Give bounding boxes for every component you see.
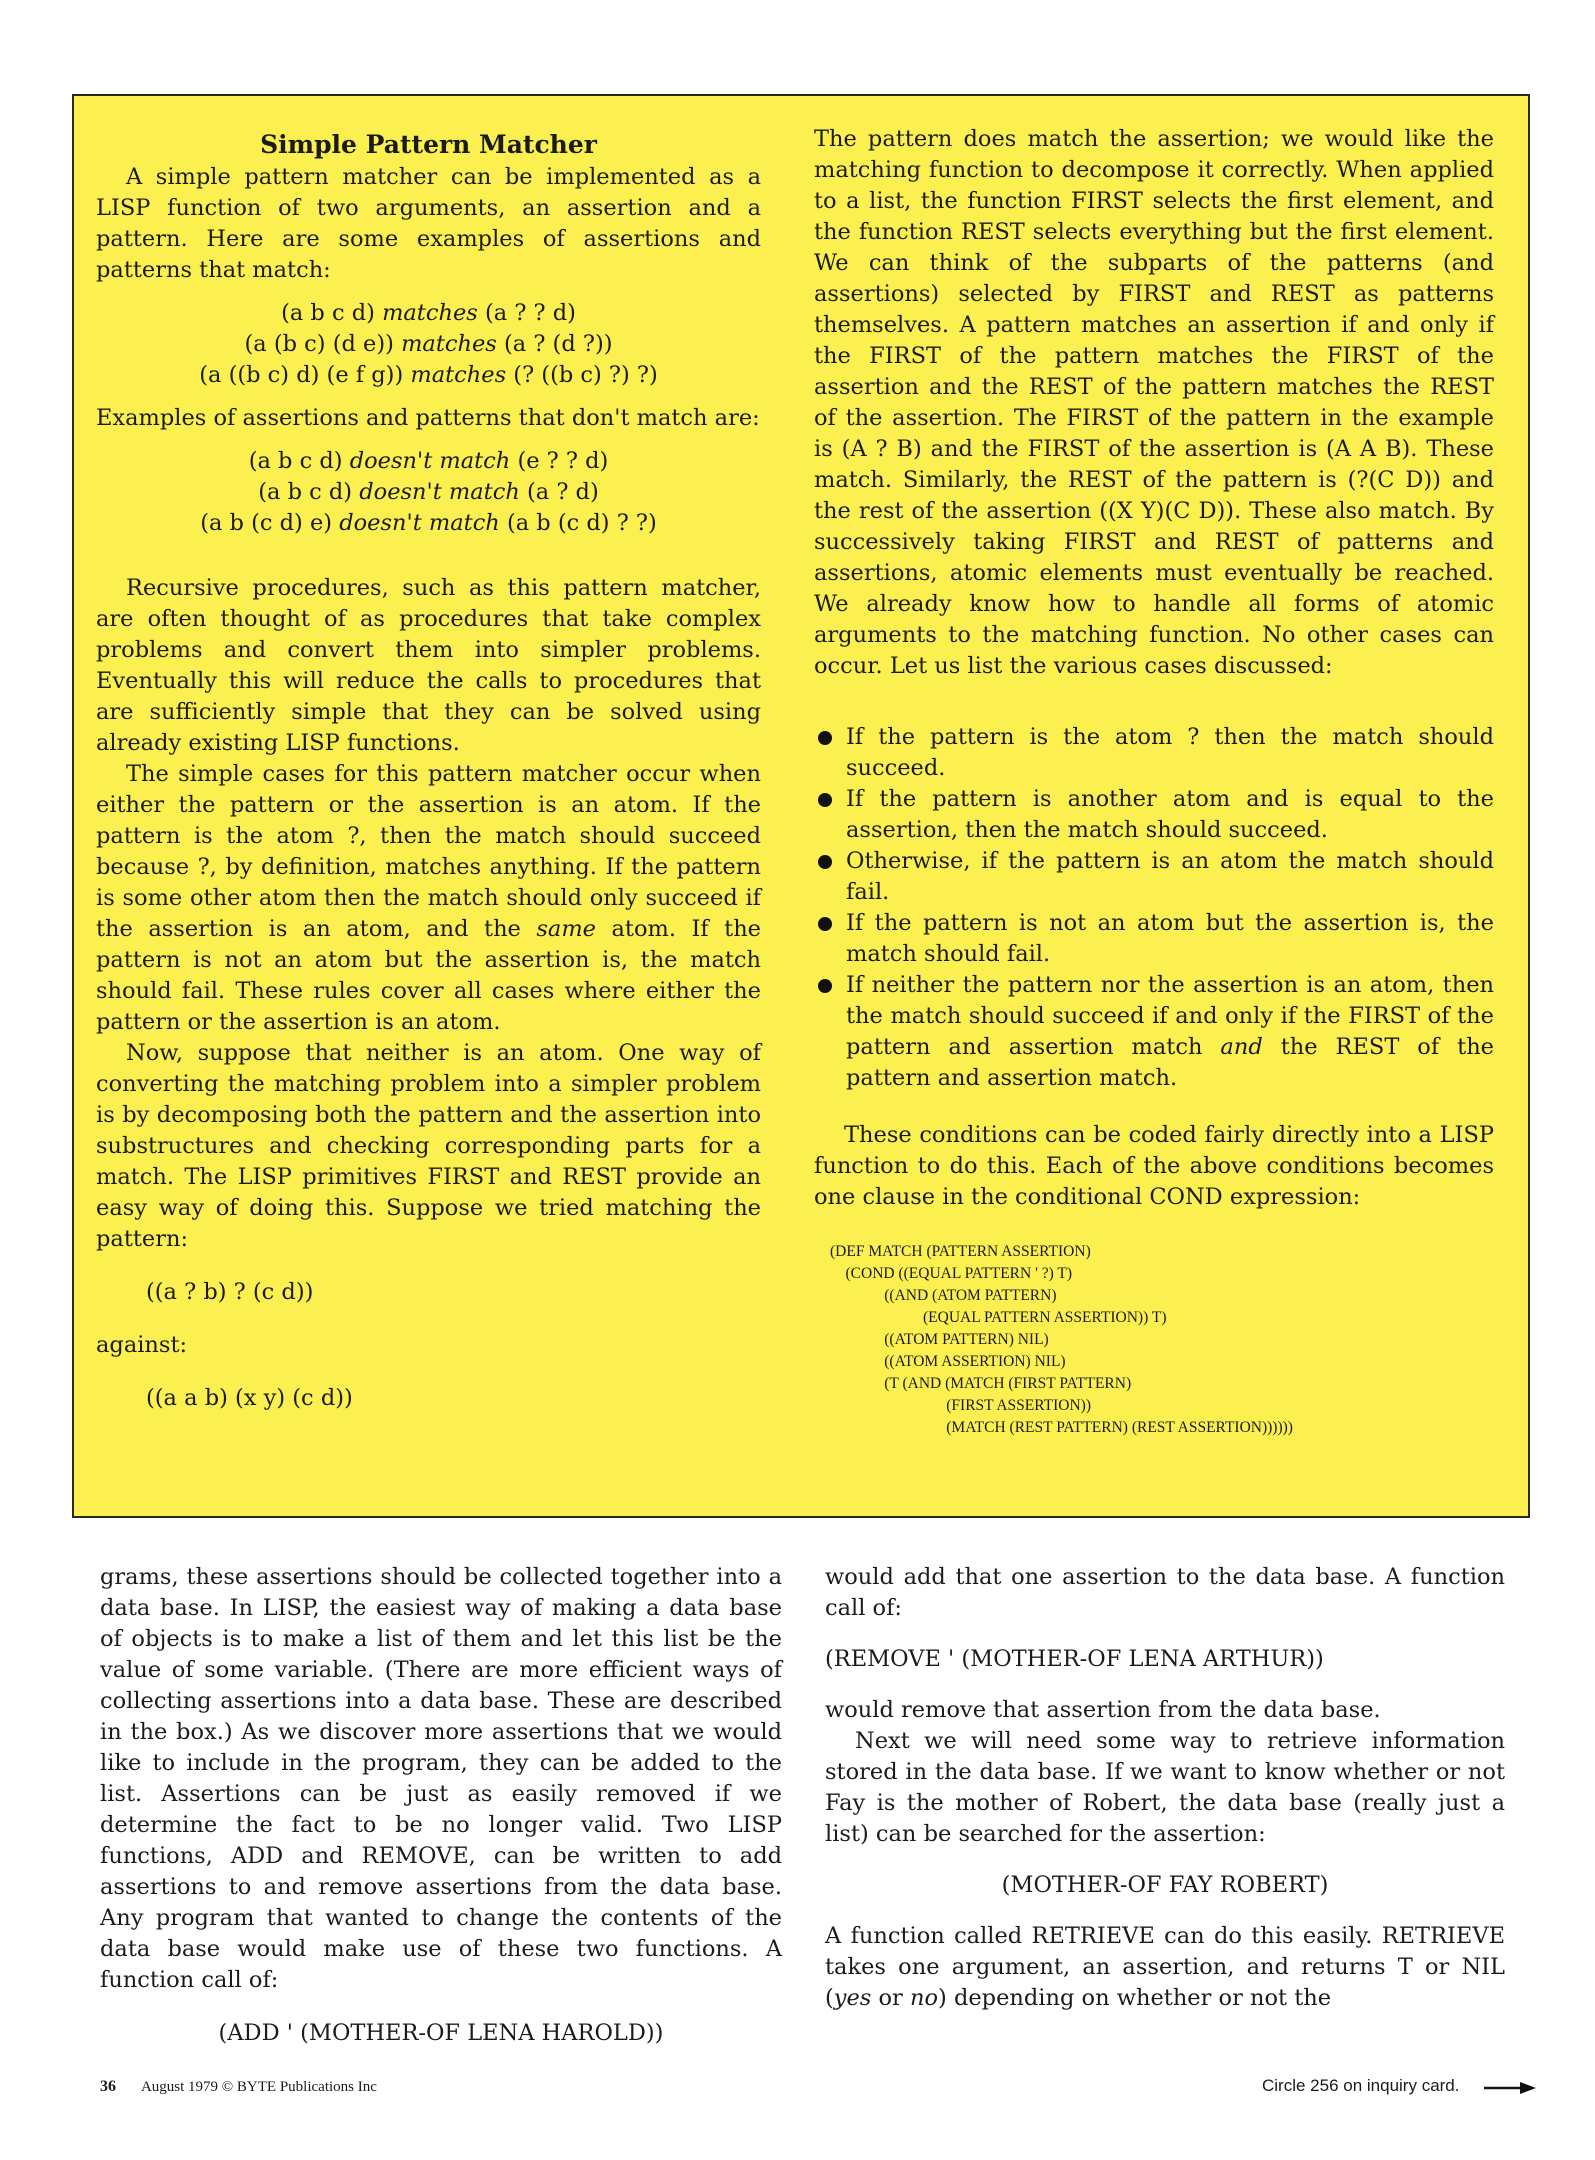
publication-credit: August 1979 © BYTE Publications Inc	[140, 2079, 377, 2095]
case-list	[814, 722, 1494, 1094]
paragraph-decompose: Now, suppose that neither is an atom. One way of converting the matching problem into a simpler problem is by decomposing both the pattern and the assertion into substructures and checking corresponding parts for a match. The LISP primitives FIRST and REST provide an easy way of doing this. Suppose we tried matching the pattern:	[96, 1040, 761, 1252]
body-right-column	[825, 1562, 1505, 2014]
box-intro: A simple pattern matcher can be implemented as a LISP function of two arguments, an assertion and a pattern. Here are some examples of assertions and patterns that match:	[96, 164, 761, 283]
inquiry-note: Circle 256 on inquiry card.	[1262, 2076, 1460, 2095]
mother-of-assertion: (MOTHER-OF FAY ROBERT)	[1001, 1872, 1329, 1898]
paragraph-retrieve: A function called RETRIEVE can do this easily. RETRIEVE takes one argument, an assertion, and returns T or NIL (yes or no) depending on whether or not the	[825, 1923, 1505, 2011]
code-line: (MATCH (REST PATTERN) (REST ASSERTION))))))	[830, 1419, 1293, 1436]
match-example: (a b c d) matches (a ? ? d)	[281, 300, 576, 326]
code-line: (EQUAL PATTERN ASSERTION)) T)	[830, 1309, 1167, 1326]
code-line: (COND ((EQUAL PATTERN ' ?) T)	[830, 1265, 1073, 1282]
nonmatch-examples	[96, 446, 761, 539]
code-line: (FIRST ASSERTION))	[830, 1397, 1092, 1414]
arrow-right-icon	[1484, 2081, 1536, 2095]
code-line: (DEF MATCH (PATTERN ASSERTION)	[830, 1243, 1091, 1260]
paragraph-remove: would remove that assertion from the data base.	[825, 1697, 1381, 1723]
case-item: Otherwise, if the pattern is an atom the match should fail.	[814, 846, 1494, 908]
paragraph-data-base: grams, these assertions should be collected together into a data base. In LISP, the easiest way of making a data base of objects is to make a list of them and let this list be the value of some variable. (There are more efficient ways of collecting assertions into a data base. These are described in the box.) As we discover more assertions that we would like to include in the program, they can be added to the list. Assertions can be just as easily removed if we determine the fact to be no longer valid. Two LISP functions, ADD and REMOVE, can be written to add assertions to and remove assertions from the data base. Any program that wanted to change the contents of the data base would make use of these two functions. A function call of:	[100, 1564, 782, 1993]
match-example: (a ((b c) d) (e f g)) matches (? ((b c) ?) ?)	[199, 362, 658, 388]
page-footer	[100, 2078, 377, 2096]
paragraph-simple-cases: The simple cases for this pattern matcher occur when either the pattern or the assertion is an atom. If the pattern is the atom ?, then the match should succeed because ?, by definition, matches anything. If the pattern is some other atom then the match should only succeed if the assertion is an atom, and the same atom. If the pattern is not an atom but the assertion is, the match should fail. These rules cover all cases where either the pattern or the assertion is an atom.	[96, 761, 761, 1035]
paragraph-recursive: Recursive procedures, such as this pattern matcher, are often thought of as procedures that take complex problems and convert them into simpler problems. Eventually this will reduce the calls to procedures that are sufficiently simple that they can be solved using already existing LISP functions.	[96, 575, 761, 756]
box-title: Simple Pattern Matcher	[260, 130, 597, 159]
sidebar-box	[72, 94, 1530, 1518]
remove-call: (REMOVE ' (MOTHER-OF LENA ARTHUR))	[825, 1646, 1324, 1672]
nonmatch-intro: Examples of assertions and patterns that don't match are:	[96, 405, 760, 431]
paragraph-first-rest: The pattern does match the assertion; we would like the matching function to decompose it correctly. When applied to a list, the function FIRST selects the first element, and the function REST selects everything but the first element. We can think of the subparts of the patterns (and assertions) selected by FIRST and REST as patterns themselves. A pattern matches an assertion if and only if the FIRST of the pattern matches the FIRST of the assertion and the REST of the pattern matches the REST of the assertion. The FIRST of the pattern in the example is (A ? B) and the FIRST of the assertion is (A A B). These match. Similarly, the REST of the pattern is (?(C D)) and the rest of the assertion ((X Y)(C D)). These also match. By successively taking FIRST and REST of patterns and assertions, atomic elements must eventually be reached. We already know how to handle all forms of atomic arguments to the matching function. No other cases can occur. Let us list the various cases discussed:	[814, 126, 1494, 679]
match-example: (a (b c) (d e)) matches (a ? (d ?))	[244, 331, 613, 357]
box-left-column	[96, 130, 761, 1414]
case-item: If neither the pattern nor the assertion is an atom, then the match should succeed if and only if the FIRST of the pattern and assertion match and the REST of the pattern and assertion match.	[814, 970, 1494, 1094]
paragraph-retrieve-intro: Next we will need some way to retrieve information stored in the data base. If we want to know whether or not Fay is the mother of Robert, the data base (really just a list) can be searched for the assertion:	[825, 1728, 1505, 1847]
code-line: ((ATOM PATTERN) NIL)	[830, 1331, 1049, 1348]
nonmatch-example: (a b c d) doesn't match (e ? ? d)	[248, 448, 609, 474]
assertion-example: ((a a b) (x y) (c d))	[146, 1385, 353, 1411]
code-line: (T (AND (MATCH (FIRST PATTERN)	[830, 1375, 1132, 1392]
pattern-example: ((a ? b) ? (c d))	[146, 1279, 314, 1305]
code-line: ((ATOM ASSERTION) NIL)	[830, 1353, 1066, 1370]
case-item: If the pattern is not an atom but the assertion is, the match should fail.	[814, 908, 1494, 970]
against-label: against:	[96, 1332, 188, 1358]
paragraph-add: would add that one assertion to the data base. A function call of:	[825, 1564, 1505, 1621]
lisp-code	[830, 1241, 1494, 1439]
add-call: (ADD ' (MOTHER-OF LENA HAROLD))	[218, 2020, 664, 2046]
page-number: 36	[100, 2078, 116, 2095]
paragraph-conditions: These conditions can be coded fairly directly into a LISP function to do this. Each of the above conditions becomes one clause in the conditional COND expression:	[814, 1122, 1494, 1210]
match-examples	[96, 298, 761, 391]
nonmatch-example: (a b c d) doesn't match (a ? d)	[258, 479, 599, 505]
box-right-column	[814, 124, 1494, 1439]
code-line: ((AND (ATOM PATTERN)	[830, 1287, 1057, 1304]
case-item: If the pattern is the atom ? then the match should succeed.	[814, 722, 1494, 784]
nonmatch-example: (a b (c d) e) doesn't match (a b (c d) ? ?)	[200, 510, 657, 536]
case-item: If the pattern is another atom and is equal to the assertion, then the match should succeed.	[814, 784, 1494, 846]
body-left-column	[100, 1562, 782, 2069]
